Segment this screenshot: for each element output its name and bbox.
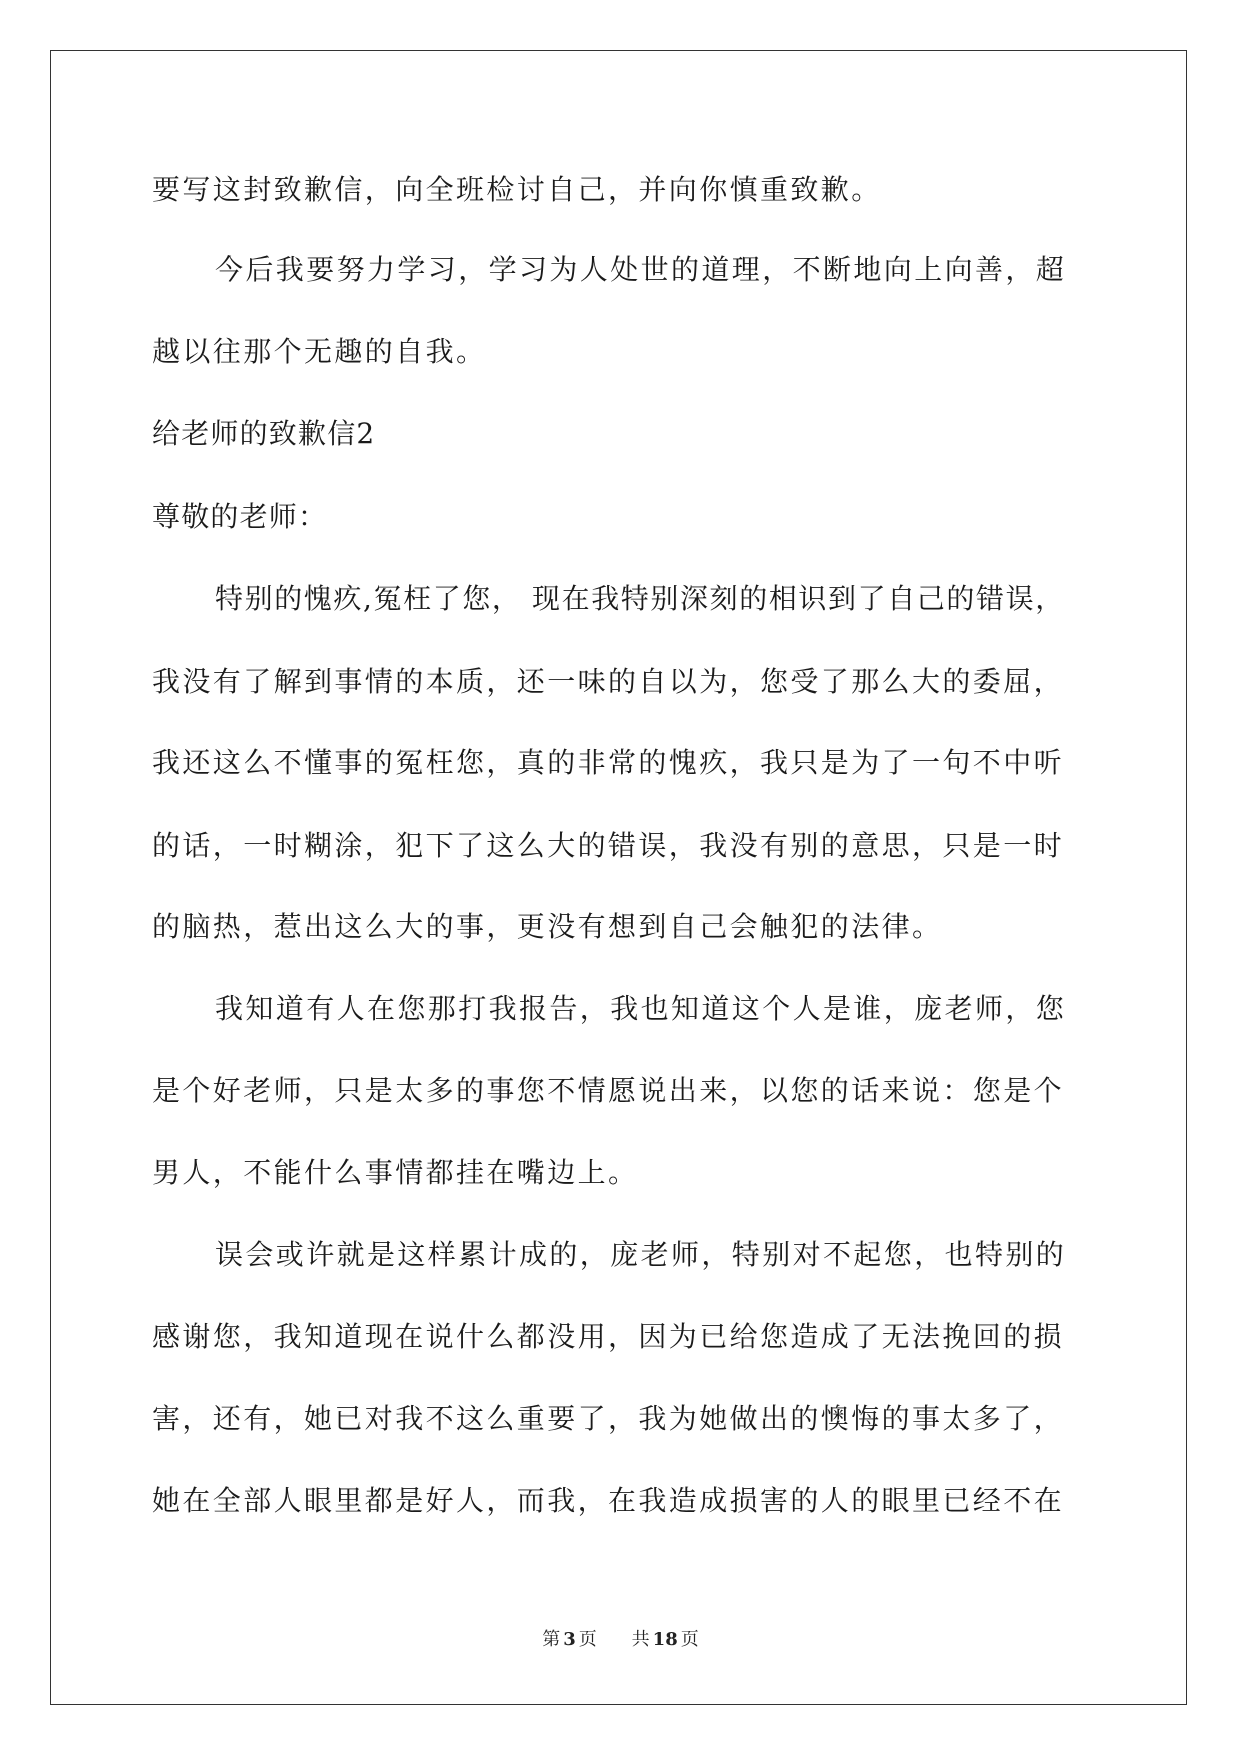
text-line: 特别的愧疚,冤枉了您， 现在我特别深刻的相识到了自己的错误， [215, 582, 1065, 615]
total-prefix: 共 [631, 1629, 650, 1650]
text-line: 越以往那个无趣的自我。 [152, 335, 487, 368]
page-footer [0, 1628, 1241, 1652]
text-line: 是个好老师，只是太多的事您不情愿说出来，以您的话来说：您是个 [152, 1074, 1065, 1107]
text-line: 我没有了解到事情的本质，还一味的自以为，您受了那么大的委屈， [152, 665, 1065, 698]
text-line: 我还这么不懂事的冤枉您，真的非常的愧疚，我只是为了一句不中听 [152, 746, 1065, 779]
text-line: 我知道有人在您那打我报告，我也知道这个人是谁，庞老师，您 [215, 992, 1067, 1025]
total-pages-indicator [629, 1629, 702, 1650]
page-suffix: 页 [578, 1629, 597, 1650]
text-line: 的话，一时糊涂，犯下了这么大的错误，我没有别的意思，只是一时 [152, 829, 1065, 862]
text-line: 男人，不能什么事情都挂在嘴边上。 [152, 1156, 639, 1189]
text-line: 感谢您，我知道现在说什么都没用，因为已给您造成了无法挽回的损 [152, 1320, 1065, 1353]
text-line: 她在全部人眼里都是好人，而我，在我造成损害的人的眼里已经不在 [152, 1484, 1065, 1517]
text-line: 今后我要努力学习，学习为人处世的道理，不断地向上向善，超 [215, 253, 1067, 286]
page-indicator [539, 1629, 600, 1650]
page-border [50, 50, 1187, 1705]
section-heading: 给老师的致歉信2 [152, 417, 376, 450]
page-prefix: 第 [542, 1629, 561, 1650]
text-line: 要写这封致歉信，向全班检讨自己，并向你慎重致歉。 [152, 173, 882, 206]
total-pages: 18 [652, 1629, 678, 1650]
salutation: 尊敬的老师： [152, 500, 328, 533]
page-number: 3 [563, 1629, 576, 1650]
text-line: 误会或许就是这样累计成的，庞老师，特别对不起您，也特别的 [215, 1238, 1067, 1271]
text-line: 害，还有，她已对我不这么重要了，我为她做出的懊悔的事太多了， [152, 1402, 1065, 1435]
text-line: 的脑热，惹出这么大的事，更没有想到自己会触犯的法律。 [152, 910, 943, 943]
total-suffix: 页 [680, 1629, 699, 1650]
